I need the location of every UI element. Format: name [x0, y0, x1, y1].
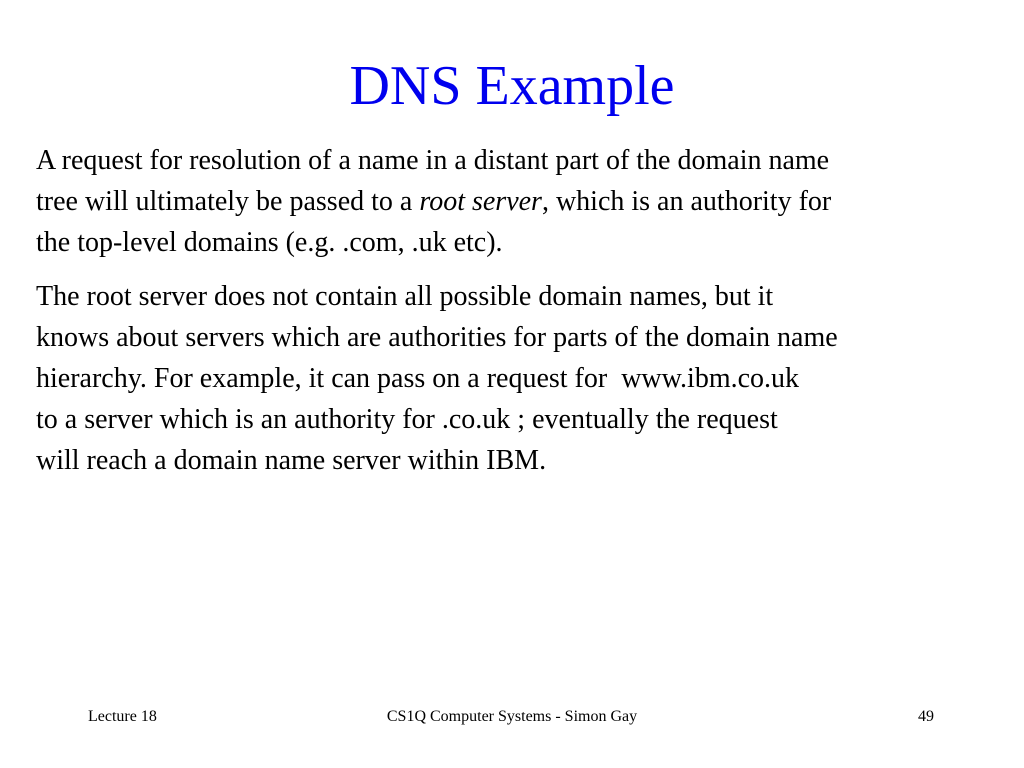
slide-title: DNS Example: [349, 55, 675, 117]
paragraph2-line1: The root server does not contain all possible domain names, but it: [36, 281, 774, 312]
paragraph-root-server-delegation: [36, 276, 1016, 481]
footer-page-number: 49: [918, 708, 934, 725]
paragraph2-line3: hierarchy. For example, it can pass on a request for www.ibm.co.uk: [36, 363, 800, 394]
root-server-term: root server: [419, 186, 542, 217]
paragraph1-line2: [36, 181, 1016, 222]
paragraph1-line3: the top-level domains (e.g. .com, .uk etc).: [36, 227, 503, 258]
paragraph2-line4: to a server which is an authority for .co.uk ; eventually the request: [36, 404, 778, 435]
paragraph2-line2: knows about servers which are authorities for parts of the domain name: [36, 322, 838, 353]
paragraph1-line2-end: , which is an authority for: [541, 186, 832, 217]
paragraph1-line2-start: tree will ultimately be passed to a: [36, 186, 420, 217]
footer-course-title: CS1Q Computer Systems - Simon Gay: [386, 708, 638, 725]
footer-lecture-label: Lecture 18: [88, 708, 157, 725]
paragraph1-line1: A request for resolution of a name in a distant part of the domain name: [36, 145, 830, 176]
paragraph2-line5: will reach a domain name server within IBM.: [36, 445, 547, 476]
paragraph-root-server-intro: [36, 140, 1016, 263]
